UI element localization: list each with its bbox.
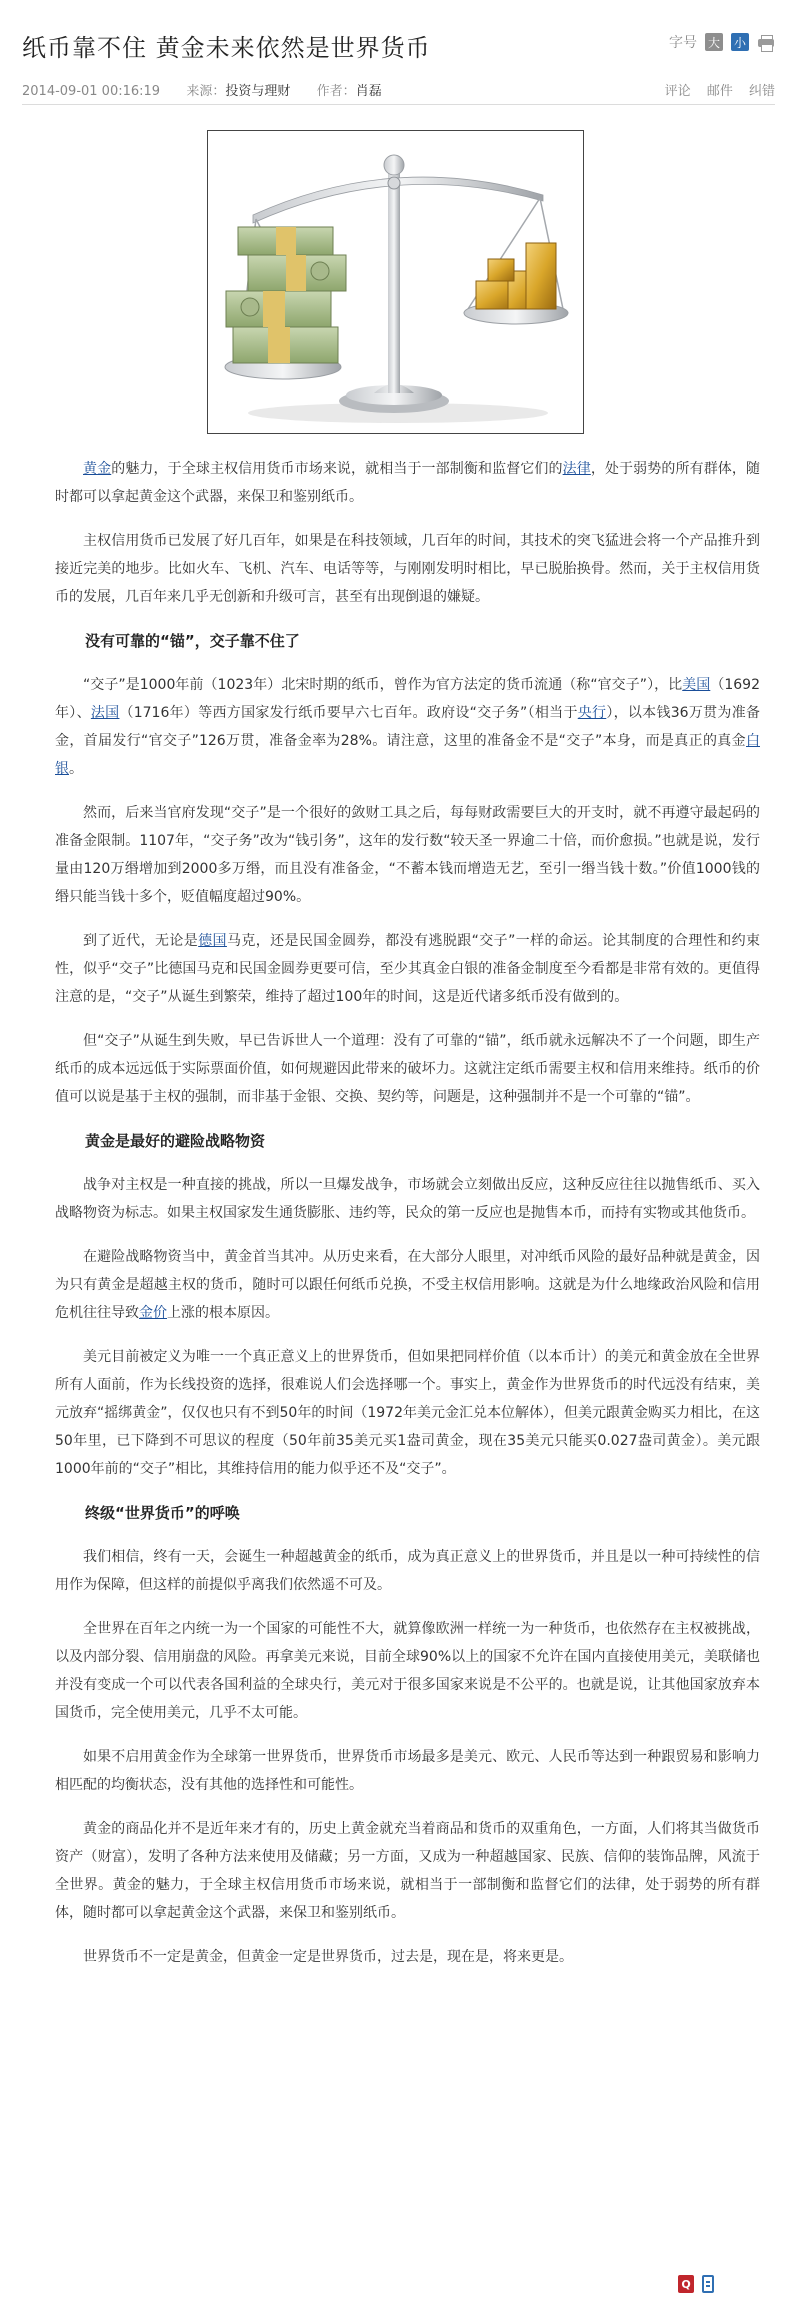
font-size-toolbar	[669, 32, 775, 52]
paragraph	[55, 1543, 760, 1599]
font-size-label: 字号	[669, 35, 697, 51]
text-run: ，处于弱势的所有群体，随时都可以拿起黄金这个武器，来保卫和鉴别纸币。	[55, 461, 761, 505]
text-run: 世界货币不一定是黄金，但黄金一定是世界货币，过去是，现在是，将来更是。	[83, 1949, 573, 1965]
text-run: 到了近代，无论是	[83, 933, 199, 949]
paragraph	[55, 1815, 760, 1927]
text-run: 美元目前被定义为唯一一个真正意义上的世界货币，但如果把同样价值（以本币计）的美元和黄金放在全世界所有人面前，作为长线投资的选择，很难说人们会选择哪一个。事实上，黄金作为世界货币的时代远没有结束，美元放弃“摇绑黄金”，仅仅也只有不到50年的时间（1972年美元金汇兑本位解体），但美元跟黄金购买力相比，在这50年里，已下降到不可思议的程度（50年前35美元买1盎司黄金，现在35美元只能买0.027盎司黄金）。美元跟1000年前的“交子”相比，其维持信用的能力似乎还不及“交子”。	[55, 1349, 760, 1477]
header-divider	[22, 104, 775, 105]
paragraph	[55, 799, 760, 911]
paragraph	[55, 1743, 760, 1799]
text-run: “交子”是1000年前（1023年）北宋时期的纸币，曾作为官方法定的货币流通（称“官交子”），比	[83, 677, 683, 693]
article-image	[207, 130, 584, 434]
paragraph	[55, 455, 760, 511]
balance-scale-illustration	[208, 131, 583, 433]
font-big-button[interactable]: 大	[705, 33, 723, 51]
paragraph	[55, 1343, 760, 1483]
text-run: 在避险战略物资当中，黄金首当其冲。从历史来看，在大部分人眼里，对冲纸币风险的最好品种就是黄金，因为只有黄金是超越主权的货币，随时可以跟任何纸币兑换，不受主权信用影响。这就是为什么地缘政治风险和信用危机往往导致	[55, 1249, 760, 1321]
keyword-link[interactable]: 黄金	[83, 461, 112, 477]
paragraph	[55, 1171, 760, 1227]
text-run: 全世界在百年之内统一为一个国家的可能性不大，就算像欧洲一样统一为一种货币，也依然存在主权被挑战，以及内部分裂、信用崩盘的风险。再拿美元来说，目前全球90%以上的国家不允许在国内直接使用美元，美联储也并没有变成一个可以代表各国利益的全球央行，美元对于很多国家来说是不公平的。也就是说，让其他国家放弃本国货币，完全使用美元，几乎不太可能。	[55, 1621, 760, 1721]
author-label: 作者：	[316, 84, 356, 99]
text-run: 战争对主权是一种直接的挑战，所以一旦爆发战争，市场就会立刻做出反应，这种反应往往以抛售纸币、买入战略物资为标志。如果主权国家发生通货膨胀、违约等，民众的第一反应也是抛售本币，而持有实物或其他货币。	[55, 1177, 760, 1221]
article-body	[55, 455, 760, 1987]
text-run: 黄金是最好的避险战略物资	[85, 1132, 266, 1150]
keyword-link[interactable]: 德国	[198, 933, 227, 949]
text-run: ），以本钱36万贯为准备金，首届发行“官交子”126万贯，准备金率为28%。请注意，这里的准备金不是“交子”本身，而是真正的真金	[55, 705, 760, 749]
share-qq-icon[interactable]: Q	[678, 2275, 694, 2293]
paragraph	[55, 1243, 760, 1327]
share-mobile-icon[interactable]	[702, 2275, 714, 2293]
text-run: 的魅力，于全球主权信用货币市场来说，就相当于一部制衡和监督它们的	[111, 461, 563, 477]
source-label: 来源：	[186, 84, 226, 99]
share-icons	[678, 2275, 714, 2293]
email-link[interactable]: 邮件	[706, 84, 733, 99]
text-run: 我们相信，终有一天，会诞生一种超越黄金的纸币，成为真正意义上的世界货币，并且是以一种可持续性的信用作为保障，但这样的前提似乎离我们依然遥不可及。	[55, 1549, 760, 1593]
paragraph	[55, 527, 760, 611]
article-actions	[653, 80, 775, 99]
text-run: 。	[69, 761, 83, 777]
print-icon[interactable]	[757, 34, 775, 50]
text-run: 如果不启用黄金作为全球第一世界货币，世界货币市场最多是美元、欧元、人民币等达到一种跟贸易和影响力相匹配的均衡状态，没有其他的选择性和可能性。	[55, 1749, 760, 1793]
correct-link[interactable]: 纠错	[748, 84, 775, 99]
keyword-link[interactable]: 白银	[55, 733, 760, 777]
text-run: 终级“世界货币”的呼唤	[85, 1504, 240, 1522]
paragraph	[55, 1943, 760, 1971]
keyword-link[interactable]: 美国	[682, 677, 711, 693]
section-heading	[55, 627, 760, 655]
text-run: （1716年）等西方国家发行纸币要早六七百年。政府设“交子务”（相当于	[119, 705, 578, 721]
section-heading	[55, 1127, 760, 1155]
keyword-link[interactable]: 法国	[90, 705, 120, 721]
paragraph	[55, 671, 760, 783]
source-name: 投资与理财	[225, 84, 291, 99]
author-name: 肖磊	[355, 84, 382, 99]
keyword-link[interactable]: 央行	[577, 705, 607, 721]
article-title: 纸币靠不住 黄金未来依然是世界货币	[22, 34, 431, 62]
text-run: 马克，还是民国金圆券，都没有逃脱跟“交子”一样的命运。论其制度的合理性和约束性，似乎“交子”比德国马克和民国金圆券更要可信，至少其真金白银的准备金制度至今看都是非常有效的。更值得注意的是，“交子”从诞生到繁荣，维持了超过100年的时间，这是近代诸多纸币没有做到的。	[55, 933, 761, 1005]
text-run: 主权信用货币已发展了好几百年，如果是在科技领域，几百年的时间，其技术的突飞猛进会将一个产品推升到接近完美的地步。比如火车、飞机、汽车、电话等等，与刚刚发明时相比，早已脱胎换骨。然而，关于主权信用货币的发展，几百年来几乎无创新和升级可言，甚至有出现倒退的嫌疑。	[55, 533, 760, 605]
text-run: （1692年）、	[55, 677, 760, 721]
text-run: 黄金的商品化并不是近年来才有的，历史上黄金就充当着商品和货币的双重角色，一方面，人们将其当做货币资产（财富），发明了各种方法来使用及储藏；另一方面，又成为一种超越国家、民族、信仰的装饰品牌，风流于全世界。黄金的魅力，于全球主权信用货币市场来说，就相当于一部制衡和监督它们的法律，处于弱势的所有群体，随时都可以拿起黄金这个武器，来保卫和鉴别纸币。	[55, 1821, 760, 1921]
text-run: 但“交子”从诞生到失败，早已告诉世人一个道理：没有了可靠的“锚”，纸币就永远解决不了一个问题，即生产纸币的成本远远低于实际票面价值，如何规避因此带来的破坏力。这就注定纸币需要主权和信用来维持。纸币的价值可以说是基于主权的强制，而非基于金银、交换、契约等，问题是，这种强制并不是一个可靠的“锚”。	[55, 1033, 760, 1105]
text-run: 上涨的根本原因。	[167, 1305, 279, 1321]
keyword-link[interactable]: 金价	[139, 1305, 167, 1321]
paragraph	[55, 1027, 760, 1111]
article-meta	[22, 80, 382, 99]
font-small-button[interactable]: 小	[731, 33, 749, 51]
paragraph	[55, 1615, 760, 1727]
text-run: 没有可靠的“锚”，交子靠不住了	[85, 632, 300, 650]
publish-date: 2014-09-01 00:16:19	[22, 84, 161, 99]
text-run: 然而，后来当官府发现“交子”是一个很好的敛财工具之后，每每财政需要巨大的开支时，就不再遵守最起码的准备金限制。1107年，“交子务”改为“钱引务”，这年的发行数“较天圣一界逾二十倍，而价愈损。”也就是说，发行量由120万缗增加到2000多万缗，而且没有准备金，“不蓄本钱而增造无艺，至引一缗当钱十数。”价值1000钱的缗只能当钱十多个，贬值幅度超过90%。	[55, 805, 760, 905]
section-heading	[55, 1499, 760, 1527]
comment-link[interactable]: 评论	[664, 84, 691, 99]
paragraph	[55, 927, 760, 1011]
keyword-link[interactable]: 法律	[562, 461, 591, 477]
